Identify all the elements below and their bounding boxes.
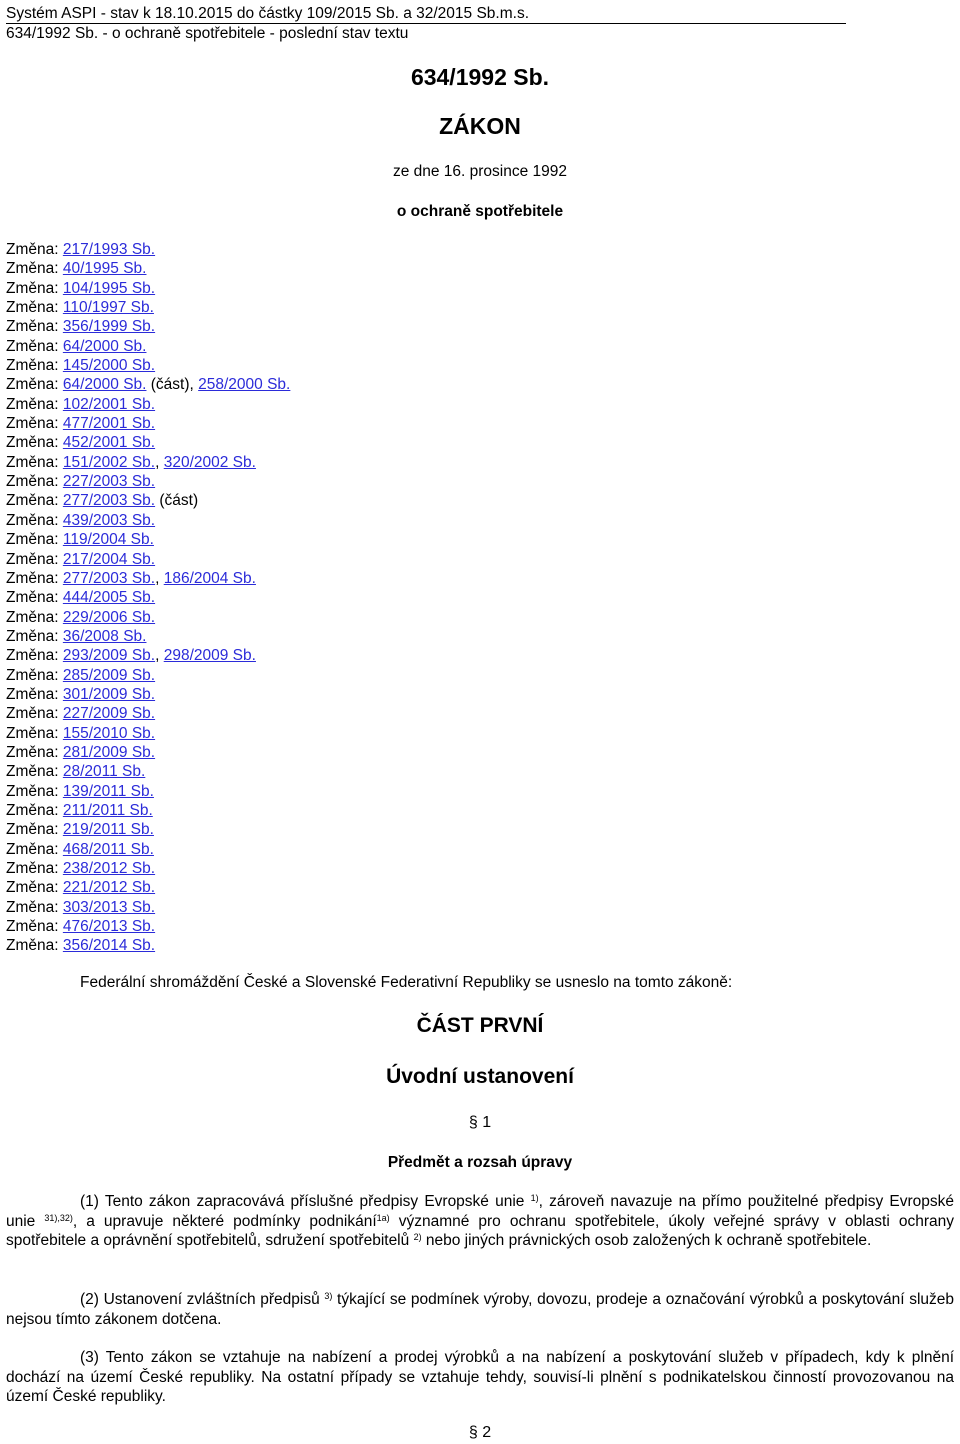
- paragraph-fragment: (1) Tento zákon zapracovává příslušné předpisy Evropské unie: [80, 1193, 531, 1210]
- amendment-link[interactable]: 219/2011 Sb.: [62, 821, 154, 839]
- amendment-row: [6, 898, 290, 917]
- amendment-link[interactable]: 217/1993 Sb.: [62, 241, 156, 258]
- header-system-line: Systém ASPI - stav k 18.10.2015 do částky 109/2015 Sb. a 32/2015 Sb.m.s.: [6, 4, 846, 24]
- amendment-label: Změna:: [6, 743, 63, 761]
- amendment-row: [6, 414, 290, 433]
- amendment-row: [6, 627, 290, 646]
- amendment-row: [6, 936, 290, 955]
- amendment-link[interactable]: 476/2013 Sb.: [62, 918, 156, 936]
- amendment-label: Změna:: [6, 724, 63, 742]
- amendment-link[interactable]: 186/2004 Sb.: [163, 569, 256, 587]
- amendment-label: Změna:: [6, 357, 63, 375]
- paragraph-text-1: [6, 1192, 954, 1251]
- amendment-link[interactable]: 64/2000 Sb.: [62, 337, 147, 355]
- section-title: Úvodní ustanovení: [386, 1065, 574, 1088]
- amendment-row: [6, 801, 290, 820]
- amendment-link[interactable]: 110/1997 Sb.: [62, 299, 154, 317]
- amendment-row: [6, 279, 290, 298]
- amendment-link[interactable]: 356/2014 Sb.: [62, 937, 156, 955]
- paragraph-fragment: týkající se podmínek výroby, dovozu, prodeje a označování výrobků a poskytování služeb nejsou tímto zákonem dotčena.: [6, 1291, 954, 1328]
- amendment-row: [6, 569, 290, 588]
- amendment-label: Změna:: [6, 260, 63, 278]
- amendment-link[interactable]: 36/2008 Sb.: [62, 627, 147, 645]
- amendment-row: [6, 530, 290, 549]
- amendment-label: Změna:: [6, 782, 63, 800]
- amendment-label: Změna:: [6, 937, 63, 955]
- amendment-row: [6, 453, 290, 472]
- amendment-label: Změna:: [6, 241, 63, 258]
- amendment-note: ,: [155, 647, 164, 665]
- amendment-label: Změna:: [6, 473, 63, 491]
- paragraph-fragment: nebo jiných právnických osob založených k ochraně spotřebitele.: [421, 1232, 872, 1249]
- paragraph-fragment: (3) Tento zákon se vztahuje na nabízení a prodej výrobků a na nabízení a poskytování služeb v případech, kdy k plnění dochází na území České republiky. Na ostatní případy se vztahuje tehdy, souvisí-li plnění s podnikatelskou činností provozovanou na území České republiky.: [6, 1349, 954, 1405]
- amendment-label: Změna:: [6, 492, 63, 510]
- law-date: ze dne 16. prosince 1992: [392, 163, 568, 180]
- part-title: ČÁST PRVNÍ: [416, 1014, 544, 1037]
- amendment-note: ,: [155, 569, 164, 587]
- amendment-label: Změna:: [6, 531, 63, 549]
- amendment-link[interactable]: 444/2005 Sb.: [62, 589, 156, 607]
- amendment-label: Změna:: [6, 453, 63, 471]
- amendment-link[interactable]: 227/2003 Sb.: [62, 473, 156, 491]
- amendment-label: Změna:: [6, 434, 63, 452]
- amendment-note: (část): [155, 492, 199, 510]
- law-subject: o ochraně spotřebitele: [396, 203, 564, 220]
- amendment-link[interactable]: 298/2009 Sb.: [163, 647, 256, 665]
- amendment-link[interactable]: 64/2000 Sb.: [62, 376, 147, 394]
- amendment-row: [6, 724, 290, 743]
- amendment-row: [6, 298, 290, 317]
- amendment-link[interactable]: 211/2011 Sb.: [62, 801, 153, 819]
- amendment-row: [6, 356, 290, 375]
- amendment-label: Změna:: [6, 589, 63, 607]
- amendment-link[interactable]: 452/2001 Sb.: [62, 434, 156, 452]
- header-title-line: 634/1992 Sb. - o ochraně spotřebitele - poslední stav textu: [6, 25, 409, 42]
- amendment-label: Změna:: [6, 763, 63, 781]
- amendment-label: Změna:: [6, 415, 63, 433]
- amendment-row: [6, 917, 290, 936]
- amendment-label: Změna:: [6, 898, 63, 916]
- amendment-link[interactable]: 151/2002 Sb.: [62, 453, 156, 471]
- law-type-heading: ZÁKON: [439, 113, 521, 139]
- amendment-label: Změna:: [6, 376, 63, 394]
- amendment-row: [6, 395, 290, 414]
- amendment-row: [6, 666, 290, 685]
- amendment-link[interactable]: 145/2000 Sb.: [62, 357, 156, 375]
- footnote-ref: 1): [530, 1193, 539, 1203]
- amendment-link[interactable]: 28/2011 Sb.: [62, 763, 146, 781]
- paragraph-fragment: , a upravuje některé podmínky podnikání: [72, 1212, 377, 1230]
- amendment-row: [6, 704, 290, 723]
- paragraph-text-3: [6, 1348, 954, 1407]
- amendment-row: [6, 375, 290, 394]
- amendment-link[interactable]: 104/1995 Sb.: [62, 279, 156, 297]
- amendment-label: Změna:: [6, 879, 63, 897]
- amendment-label: Změna:: [6, 511, 63, 529]
- law-number: 634/1992 Sb.: [410, 64, 550, 90]
- amendment-link[interactable]: 258/2000 Sb.: [198, 376, 291, 394]
- amendment-link[interactable]: 119/2004 Sb.: [62, 531, 154, 549]
- amendment-link[interactable]: 477/2001 Sb.: [62, 415, 156, 433]
- amendment-label: Změna:: [6, 337, 63, 355]
- footnote-ref: 1a): [376, 1212, 390, 1223]
- amendment-row: [6, 588, 290, 607]
- amendment-label: Změna:: [6, 318, 63, 336]
- paragraph-fragment: (2) Ustanovení zvláštních předpisů: [80, 1291, 325, 1308]
- amendment-link[interactable]: 40/1995 Sb.: [62, 260, 147, 278]
- amendment-link[interactable]: 155/2010 Sb.: [62, 724, 156, 742]
- amendment-label: Změna:: [6, 647, 63, 665]
- amendment-link[interactable]: 439/2003 Sb.: [62, 511, 156, 529]
- amendment-note: (část),: [146, 376, 199, 394]
- amendment-link[interactable]: 301/2009 Sb.: [62, 685, 156, 703]
- amendment-link[interactable]: 227/2009 Sb.: [62, 705, 156, 723]
- amendment-row: [6, 878, 290, 897]
- amendment-link[interactable]: 229/2006 Sb.: [62, 608, 156, 626]
- amendment-label: Změna:: [6, 395, 63, 413]
- amendment-link[interactable]: 320/2002 Sb.: [163, 453, 256, 471]
- paragraph-fragment: , zároveň navazuje na přímo použitelné předpisy Evropské unie: [6, 1193, 954, 1230]
- amendment-link[interactable]: 285/2009 Sb.: [62, 666, 156, 684]
- amendment-row: [6, 511, 290, 530]
- amendment-label: Změna:: [6, 840, 63, 858]
- amendment-label: Změna:: [6, 550, 63, 568]
- amendment-row: [6, 859, 290, 878]
- amendment-link[interactable]: 277/2003 Sb.: [62, 492, 156, 510]
- paragraph-text-2: [6, 1290, 954, 1329]
- document-header: [6, 4, 846, 43]
- amendment-label: Změna:: [6, 801, 63, 819]
- amendment-link[interactable]: 102/2001 Sb.: [62, 395, 156, 413]
- amendment-note: ,: [155, 453, 164, 471]
- amendment-label: Změna:: [6, 627, 63, 645]
- paragraph-mark-next: § 2: [468, 1424, 492, 1441]
- amendment-row: [6, 433, 290, 452]
- amendment-link[interactable]: 303/2013 Sb.: [62, 898, 156, 916]
- paragraph-fragment: významné pro ochranu spotřebitele, úkoly veřejné správy v oblasti ochrany spotřebitele a oprávnění spotřebitelů, sdružení spotřebitelů: [6, 1212, 954, 1249]
- amendment-label: Změna:: [6, 860, 63, 877]
- amendment-label: Změna:: [6, 685, 63, 703]
- amendment-row: [6, 685, 290, 704]
- amendment-row: [6, 646, 290, 665]
- footnote-ref: 31),32): [44, 1212, 73, 1223]
- amendment-row: [6, 840, 290, 859]
- amendment-link[interactable]: 139/2011 Sb.: [62, 782, 154, 800]
- amendment-label: Změna:: [6, 666, 63, 684]
- preamble: Federální shromáždění České a Slovenské Federativní Republiky se usneslo na tomto zákoně:: [80, 974, 733, 991]
- footnote-ref: 2): [413, 1232, 422, 1242]
- footnote-ref: 3): [324, 1291, 333, 1301]
- amendment-row: [6, 259, 290, 278]
- amendment-link[interactable]: 281/2009 Sb.: [62, 743, 156, 761]
- amendment-row: [6, 743, 290, 762]
- amendment-row: [6, 608, 290, 627]
- amendment-row: [6, 820, 290, 839]
- amendment-row: [6, 472, 290, 491]
- amendment-row: [6, 491, 290, 510]
- paragraph-title: Předmět a rozsah úpravy: [387, 1154, 573, 1171]
- amendment-row: [6, 317, 290, 336]
- amendment-link[interactable]: 277/2003 Sb.: [62, 569, 156, 587]
- amendment-label: Změna:: [6, 608, 63, 626]
- amendment-link[interactable]: 221/2012 Sb.: [62, 879, 156, 897]
- amendment-label: Změna:: [6, 279, 63, 297]
- amendment-link[interactable]: 293/2009 Sb.: [62, 647, 156, 665]
- amendment-link[interactable]: 238/2012 Sb.: [62, 860, 156, 877]
- amendment-label: Změna:: [6, 569, 63, 587]
- amendment-link[interactable]: 356/1999 Sb.: [62, 318, 156, 336]
- amendment-row: [6, 762, 290, 781]
- amendment-label: Změna:: [6, 705, 63, 723]
- amendment-link[interactable]: 468/2011 Sb.: [62, 840, 154, 858]
- amendment-row: [6, 782, 290, 801]
- amendment-label: Změna:: [6, 918, 63, 936]
- amendment-row: [6, 240, 290, 259]
- paragraph-mark: § 1: [468, 1114, 492, 1131]
- amendment-list: [6, 240, 290, 956]
- amendment-row: [6, 550, 290, 569]
- amendment-label: Změna:: [6, 299, 63, 317]
- amendment-label: Změna:: [6, 821, 63, 839]
- amendment-link[interactable]: 217/2004 Sb.: [62, 550, 156, 568]
- amendment-row: [6, 337, 290, 356]
